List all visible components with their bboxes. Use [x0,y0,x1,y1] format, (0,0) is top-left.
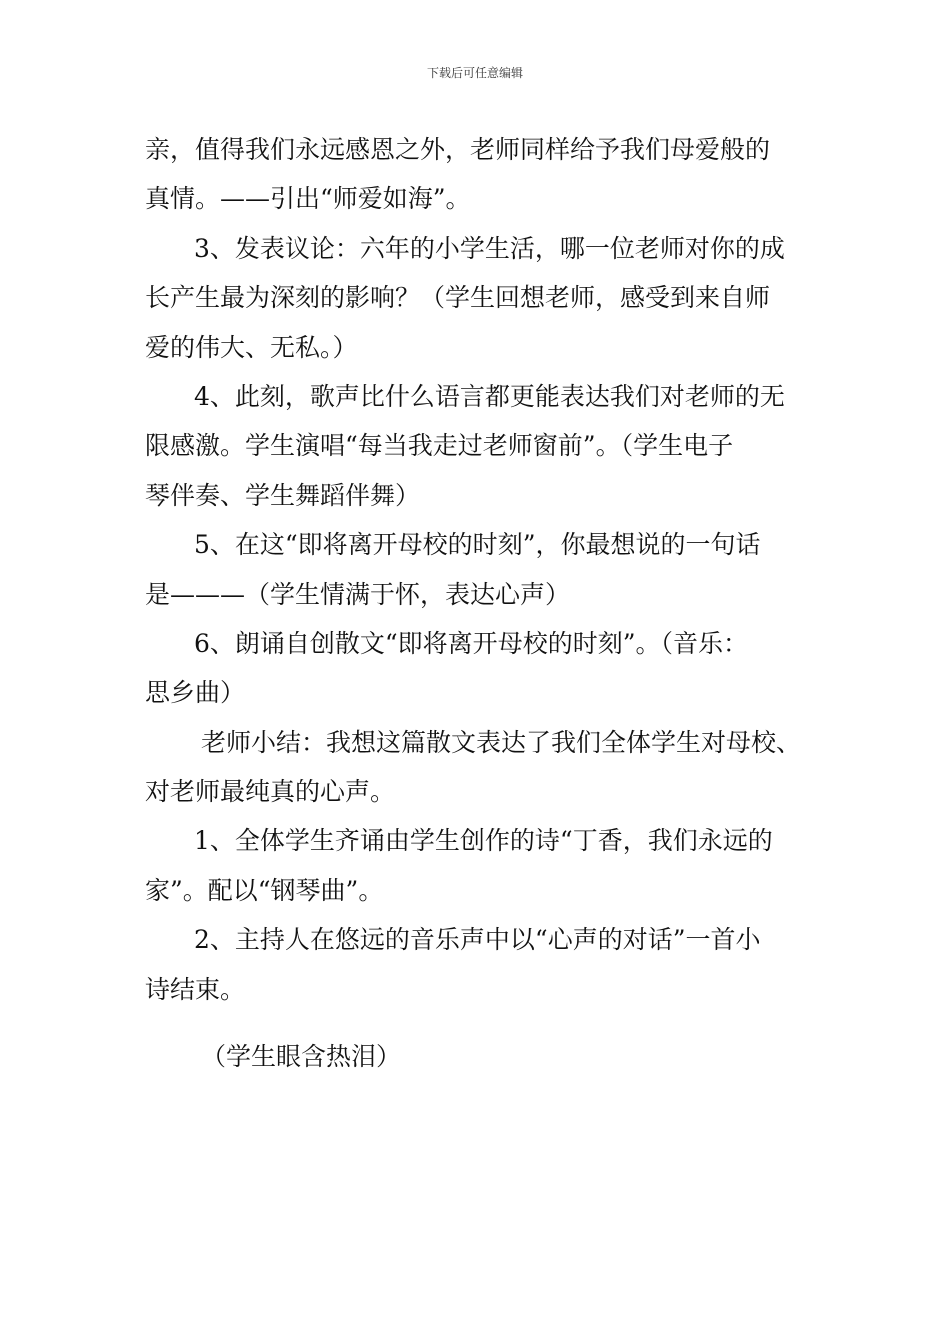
text-line: 2、主持人在悠远的音乐声中以“心声的对话”一首小 [194,925,761,955]
text-line: 亲，值得我们永远感恩之外，老师同样给予我们母爱般的 [145,135,771,164]
text-line: 对老师最纯真的心声。 [145,777,396,807]
spacer [145,1014,810,1032]
text-line: 4、此刻，歌声比什么语言都更能表达我们对老师的无 [194,381,785,411]
text-line: 爱的伟大、无私。） [145,332,358,362]
text-line: 长产生最为深刻的影响？（学生回想老师，感受到来自师 [145,283,771,313]
text-line: 6、朗诵自创散文“即将离开母校的时刻”。（音乐： [194,628,748,658]
text-line: 1、全体学生齐诵由学生创作的诗“丁香，我们永远的 [194,826,773,856]
page-header: 下载后可任意编辑 [426,66,523,80]
text-line: 老师小结：我想这篇散文表达了我们全体学生对母校、 [201,727,802,757]
text-line: 家”。配以“钢琴曲”。 [145,875,384,905]
text-line: 是———（学生情满于怀，表达心声） [145,579,571,609]
text-line: 思乡曲） [145,678,246,708]
text-line: 诗结束。 [145,974,246,1004]
text-line: 5、在这“即将离开母校的时刻”，你最想说的一句话 [194,530,761,560]
text-line: 3、发表议论：六年的小学生活，哪一位老师对你的成 [194,233,785,263]
text-line: 琴伴奏、学生舞蹈伴舞） [145,480,421,510]
text-line: （学生眼含热泪） [201,1042,402,1072]
text-line: 限感激。学生演唱“每当我走过老师窗前”。（学生电子 [145,431,734,461]
document-body [145,125,810,1081]
text-line: 真情。——引出“师爱如海”。 [145,184,471,214]
